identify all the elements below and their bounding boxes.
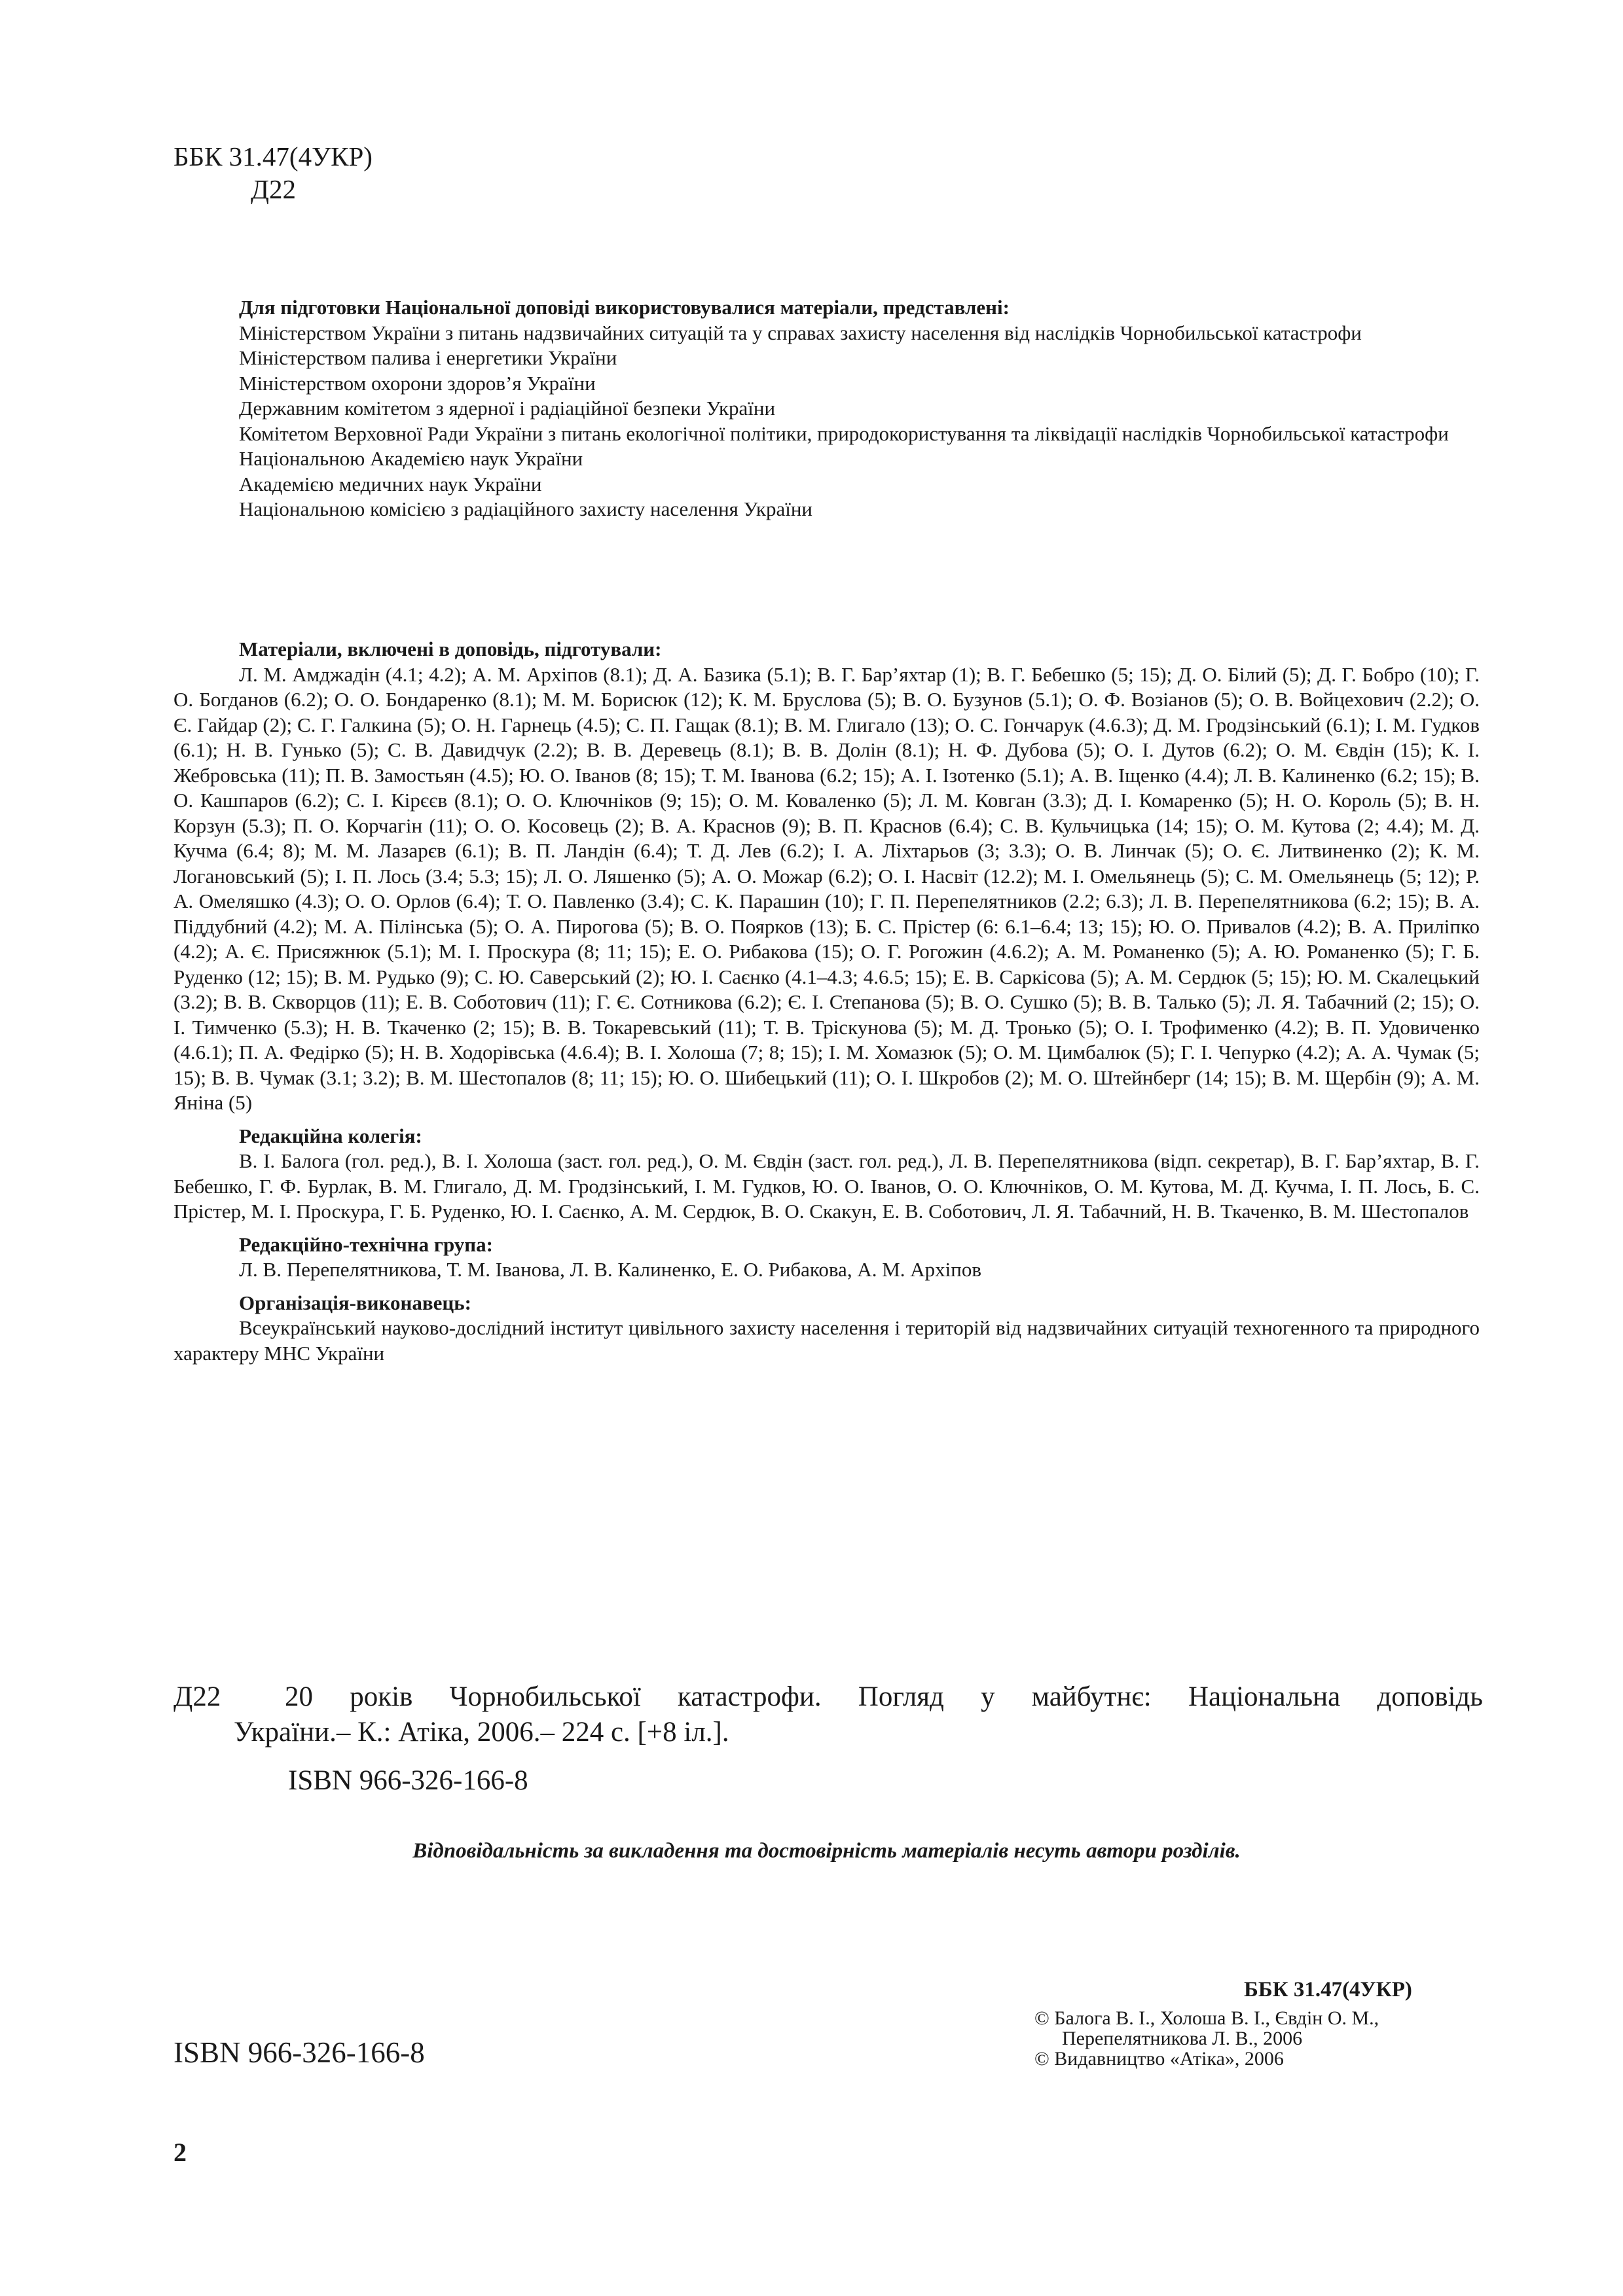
tech-group-heading: Редакційно-технічна група: xyxy=(239,1232,493,1256)
header-bbk-block xyxy=(173,140,373,206)
editorial-board-heading: Редакційна колегія: xyxy=(239,1124,422,1147)
copyright-line: Перепелятникова Л. В., 2006 xyxy=(1062,2028,1303,2049)
biblio-imprint: України.– К.: Атіка, 2006.– 224 с. [+8 іл.]. xyxy=(234,1717,729,1748)
sources-section xyxy=(173,295,1480,522)
bibliographic-record xyxy=(173,1679,1483,1799)
bbk-code: ББК 31.47(4УКР) xyxy=(173,141,373,171)
organization-heading: Організація-виконавець: xyxy=(239,1291,471,1314)
source-item: Міністерством України з питань надзвичайних ситуацій та у справах захисту населення від наслідків Чорнобильської катастрофи xyxy=(239,321,1362,344)
organization-text: Всеукраїнський науково-дослідний інститут цивільного захисту населення і територій від надзвичайних ситуацій техногенного та природного характеру МНС України xyxy=(173,1316,1480,1365)
author-mark: Д22 xyxy=(251,174,296,204)
contributors-list: Л. М. Амджадін (4.1; 4.2); А. М. Архіпов (8.1); Д. А. Базика (5.1); В. Г. Бар’яхтар (1); В. Г. Бебешко (5; 15); Д. О. Білий (5); Д. Г. Бобро (10); Г. О. Богданов (6.2); О. О. Бондаренко (8.1); М. М. Борисюк (12); К. М. Бруслова (5); В. О. Бузунов (5.1); О. Ф. Возіанов (5); О. В. Войцехович (2.2); О. Є. Гайдар (2); С. Г. Галкина (5); О. Н. Гарнець (4.5); С. П. Гащак (8.1); В. М. Глигало (13); О. С. Гончарук (4.6.3); Д. М. Гродзінський (6.1); І. М. Гудков (6.1); Н. В. Гунько (5); С. В. Давидчук (2.2); В. В. Деревець (8.1); В. В. Долін (8.1); Н. Ф. Дубова (5); О. І. Дутов (6.2); О. М. Євдін (15); К. І. Жебровська (11); П. В. Замостьян (4.5); Ю. О. Іванов (8; 15); Т. М. Іванова (6.2; 15); А. І. Ізотенко (5.1); А. В. Іщенко (4.4); Л. В. Калиненко (6.2; 15); В. О. Кашпаров (6.2); С. І. Кірєєв (8.1); О. О. Ключніков (9; 15); О. М. Коваленко (5); Л. М. Ковган (3.3); Д. І. Комаренко (5); Н. О. Король (5); В. Н. Корзун (5.3); П. О. Корчагін (11); О. О. Косовець (2); В. А. Краснов (9); В. П. Краснов (6.4); С. В. Кульчицька (14; 15); О. М. Кутова (2; 4.4); М. Д. Кучма (6.4; 8); М. М. Лазарєв (6.1); В. П. Ландін (6.4); Т. Д. Лев (6.2); І. А. Ліхтарьов (3; 3.3); О. В. Линчак (5); О. Є. Литвиненко (2); К. М. Логановський (5); І. П. Лось (3.4; 5.3; 15); Л. О. Ляшенко (5); А. О. Можар (6.2); О. І. Насвіт (12.2); М. І. Омельянець (5); С. М. Омельянець (5; 12); Р. А. Омеляшко (4.3); О. О. Орлов (6.4); Т. О. Павленко (3.4); С. К. Парашин (10); Г. П. Перепелятников (2.2; 6.3); Л. В. Перепелятникова (6.2; 15); В. А. Піддубний (4.2); М. А. Пілінська (5); О. А. Пирогова (5); В. О. Поярков (13); Б. С. Прістер (6: 6.1–6.4; 13; 15); Ю. О. Привалов (4.2); В. А. Приліпко (4.2); А. Є. Присяжнюк (5.1); М. І. Проскура (8; 11; 15); Е. О. Рибакова (15); О. Г. Рогожин (4.6.2); А. М. Романенко (5); А. Ю. Романенко (5); Г. Б. Руденко (12; 15); В. М. Рудько (9); С. Ю. Саверський (2); Ю. І. Саєнко (4.1–4.3; 4.6.5; 15); Е. В. Саркісова (5); А. М. Сердюк (5; 15); Ю. М. Скалецький (3.2); В. В. Скворцов (11); Е. В. Соботович (11); Г. Є. Сотникова (6.2); Є. І. Степанова (5); В. О. Сушко (5); В. В. Талько (5); Л. Я. Табачний (2; 15); О. І. Тимченко (5.3); Н. В. Ткаченко (2; 15); В. В. Токаревський (11); Т. В. Тріскунова (5); М. Д. Троњко (5); О. І. Трофименко (4.2); В. П. Удовиченко (4.6.1); П. А. Федірко (5); Н. В. Ходорівська (4.6.4); В. І. Холоша (7; 8; 15); І. М. Хомазюк (5); О. М. Цимбалюк (5); Г. І. Чепурко (4.2); А. А. Чумак (5; 15); В. В. Чумак (3.1; 3.2); В. М. Шестопалов (8; 11; 15); Ю. О. Шибецький (11); О. І. Шкробов (2); М. О. Штейнберг (14; 15); В. М. Щербін (9); А. М. Яніна (5) xyxy=(173,662,1480,1114)
copyright-line: © Видавництво «Атіка», 2006 xyxy=(1034,2048,1284,2070)
source-item: Академією медичних наук України xyxy=(239,472,542,495)
copyright-line: © Балога В. І., Холоша В. І., Євдін О. М., xyxy=(1034,2007,1379,2029)
biblio-code: Д22 xyxy=(173,1681,221,1712)
source-item: Національною Академією наук України xyxy=(239,447,583,470)
contributors-section xyxy=(173,637,1480,1366)
copyright-block xyxy=(1034,2008,1379,2069)
source-item: Міністерством охорони здоров’я України xyxy=(239,371,596,395)
responsibility-notice: Відповідальність за викладення та достовірність матеріалів несуть автори розділів. xyxy=(412,1839,1241,1863)
footer-bbk: ББК 31.47(4УКР) xyxy=(1244,1978,1412,2001)
biblio-title: 20 років Чорнобильської катастрофи. Погляд у майбутнє: Національна доповідь xyxy=(285,1681,1483,1712)
tech-group-list: Л. В. Перепелятникова, Т. М. Іванова, Л. В. Калиненко, Е. О. Рибакова, А. М. Архіпов xyxy=(239,1258,981,1281)
sources-heading: Для підготовки Національної доповіді використовувалися матеріали, представлені: xyxy=(239,296,1010,319)
contributors-heading: Матеріали, включені в доповідь, підготували: xyxy=(239,637,662,660)
source-item: Державним комітетом з ядерної і радіаційної безпеки України xyxy=(239,397,776,420)
source-item: Комітетом Верховної Ради України з питань екологічної політики, природокористування та ліквідації наслідків Чорнобильської катастрофи xyxy=(239,422,1449,445)
source-item: Міністерством палива і енергетики України xyxy=(239,346,617,369)
source-item: Національною комісією з радіаційного захисту населення України xyxy=(239,497,813,520)
page-number: 2 xyxy=(173,2138,187,2167)
biblio-isbn: ISBN 966-326-166-8 xyxy=(288,1765,528,1796)
footer-isbn: ISBN 966-326-166-8 xyxy=(173,2036,425,2069)
editorial-board-list: В. І. Балога (гол. ред.), В. І. Холоша (заст. гол. ред.), О. М. Євдін (заст. гол. ред.), Л. В. Перепелятникова (відп. секретар), В. Г. Бар’яхтар, В. Г. Бебешко, Г. Ф. Бурлак, В. М. Глигало, Д. М. Гродзінський, І. М. Гудков, Ю. О. Іванов, О. О. Ключніков, О. М. Кутова, М. Д. Кучма, І. П. Лось, Б. С. Прістер, М. І. Проскура, Г. Б. Руденко, Ю. І. Саєнко, А. М. Сердюк, В. О. Скакун, Е. В. Соботович, Л. Я. Табачний, Н. В. Ткаченко, В. М. Шестопалов xyxy=(173,1149,1480,1223)
